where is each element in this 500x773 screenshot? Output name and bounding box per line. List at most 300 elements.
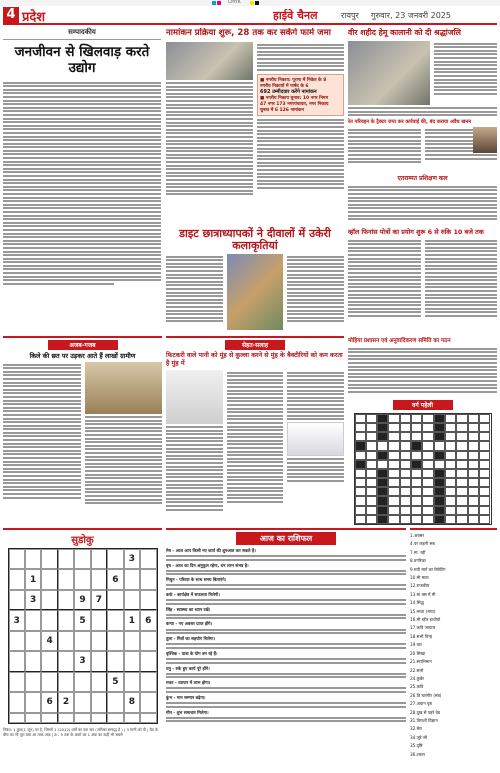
sudoku-cell xyxy=(25,631,41,651)
box-line: चुनाव में 6 126 नामांकन xyxy=(260,107,304,113)
alum-photo xyxy=(166,370,223,424)
crossword-cell xyxy=(445,441,456,450)
horoscope-item: कुंभ - मान सम्मान बढ़ेगा। xyxy=(166,695,406,708)
crossword-cell xyxy=(445,432,456,441)
crossword-cell xyxy=(479,441,490,450)
sudoku-cell xyxy=(74,672,90,692)
crossword-cell xyxy=(377,506,388,515)
crossword-cell xyxy=(445,460,456,469)
top-story-body-col2 xyxy=(257,42,344,227)
sudoku-cell xyxy=(124,590,140,610)
crossword-cell xyxy=(388,423,399,432)
crossword-cell xyxy=(422,496,433,505)
ajab-gajab-tag: अजब-गजब xyxy=(48,340,118,350)
sudoku-cell xyxy=(124,672,140,692)
sudoku-cell xyxy=(25,713,41,723)
clue-item: 35.दृष्टि xyxy=(410,743,423,749)
sudoku-cell xyxy=(124,713,140,723)
sudoku-cell: 2 xyxy=(58,692,74,712)
box-line: ■ नगरीय निकाय चुनाव: 10 नगर निगम xyxy=(260,95,329,101)
crossword-cell xyxy=(456,506,467,515)
clue-item: 26.वि चारंगीर (मंत्र) xyxy=(410,692,442,698)
horoscope-item: वृष - आज का दिन अनुकूल रहेगा, धन लाभ संभव है। xyxy=(166,563,406,576)
sudoku-cell: 8 xyxy=(124,692,140,712)
crossword-cell xyxy=(377,414,388,423)
sudoku-cell: 1 xyxy=(124,610,140,630)
sudoku-cell xyxy=(124,631,140,651)
clue-item: 13.मा क्स में मी xyxy=(410,591,436,597)
masthead xyxy=(3,7,497,25)
horoscope-section xyxy=(166,528,406,770)
crossword-cell xyxy=(422,460,433,469)
meeting-headline: मोहिया प्रशासन एवं अनुवादिकरण समिति का गठन xyxy=(348,338,451,344)
crossword-cell xyxy=(377,451,388,460)
sudoku-cell xyxy=(58,651,74,671)
crossword-cell xyxy=(434,487,445,496)
crossword-cell xyxy=(468,414,479,423)
horoscope-item: मीन - शुभ समाचार मिलेगा। xyxy=(166,710,406,723)
clue-item: 22.सारो xyxy=(410,667,424,673)
horoscope-list xyxy=(166,548,406,768)
crossword-cell xyxy=(411,487,422,496)
clue-item: 19.वार xyxy=(410,642,422,648)
sudoku-cell xyxy=(91,631,107,651)
sudoku-cell: 6 xyxy=(140,610,156,630)
sudoku-cell xyxy=(91,651,107,671)
crossword-cell xyxy=(456,469,467,478)
crossword-cell xyxy=(400,469,411,478)
crossword-cell xyxy=(366,451,377,460)
crossword-cell xyxy=(355,478,366,487)
sudoku-cell xyxy=(9,692,25,712)
page-number-box: 4 xyxy=(3,7,19,23)
crossword-cell xyxy=(377,432,388,441)
crossword-cell xyxy=(377,496,388,505)
crossword-cell xyxy=(422,487,433,496)
sudoku-grid xyxy=(8,548,158,724)
students-photo xyxy=(227,254,284,330)
sudoku-cell xyxy=(41,672,57,692)
crossword-cell xyxy=(445,506,456,515)
crossword-cell xyxy=(445,487,456,496)
crossword-cell xyxy=(434,515,445,524)
crossword-cell xyxy=(479,451,490,460)
right-middle-headline: व्हॉल फिनांस पोत्रों का प्रयोग शुरू 6 से रुकि 10 बजे तक xyxy=(348,228,484,236)
clue-item: 18.सभी चिन्ह xyxy=(410,633,433,639)
editorial-body xyxy=(3,80,161,315)
crossword-cell xyxy=(468,478,479,487)
sudoku-cell xyxy=(41,610,57,630)
crossword-cell xyxy=(468,451,479,460)
clue-item: 25.कवि xyxy=(410,684,424,690)
crossword-cell xyxy=(422,506,433,515)
sudoku-cell: 1 xyxy=(25,569,41,589)
sudoku-cell xyxy=(140,651,156,671)
clue-item: 28.दुख से पहरे वेड xyxy=(410,709,441,715)
sudoku-cell xyxy=(9,651,25,671)
crossword-cell xyxy=(377,478,388,487)
crossword-cell xyxy=(445,496,456,505)
crossword-cell xyxy=(411,469,422,478)
sudoku-cell xyxy=(140,569,156,589)
horoscope-item: कर्क - कार्यक्षेत्र में सफलता मिलेगी। xyxy=(166,592,406,605)
crossword-cell xyxy=(468,423,479,432)
crossword-cell xyxy=(468,469,479,478)
crossword-cell xyxy=(445,515,456,524)
sudoku-cell xyxy=(91,569,107,589)
crossword-cell xyxy=(400,414,411,423)
sudoku-cell xyxy=(25,651,41,671)
sudoku-cell xyxy=(9,713,25,723)
crossword-cell xyxy=(366,487,377,496)
crossword-cell xyxy=(456,487,467,496)
sudoku-cell xyxy=(107,549,123,569)
clue-item: 8.वगरिज्रा xyxy=(410,558,426,564)
crossword-cell xyxy=(456,460,467,469)
clue-item: 27.अयान पृष्ठ xyxy=(410,701,432,707)
crossword-cell xyxy=(422,515,433,524)
sudoku-cell xyxy=(41,569,57,589)
crossword-cell xyxy=(434,478,445,487)
clue-item: 16.मी रहीर हाथीयो xyxy=(410,617,441,623)
horoscope-item: मेष - आज आप किसी नए कार्य की शुरुआत कर सकते हैं। xyxy=(166,548,406,561)
editorial-tag: सम्पादकीय xyxy=(3,28,161,40)
sudoku-cell xyxy=(107,610,123,630)
crossword-cell xyxy=(355,432,366,441)
clue-item: 15.मरता (मरत) xyxy=(410,608,436,614)
crossword-cell xyxy=(445,478,456,487)
crossword-cell xyxy=(388,451,399,460)
sudoku-cell: 7 xyxy=(91,590,107,610)
crossword-cell xyxy=(366,432,377,441)
horoscope-item: तुला - मित्रों का सहयोग मिलेगा। xyxy=(166,636,406,649)
horoscope-title: आज का राशिफल xyxy=(236,532,336,545)
crossword-title: वर्ग पहेली xyxy=(393,400,453,410)
clue-item: 31.विराशी विज्ञान xyxy=(410,717,438,723)
crossword-cell xyxy=(355,441,366,450)
crossword-cell xyxy=(400,441,411,450)
sudoku-cell: 5 xyxy=(74,610,90,630)
sudoku-cell xyxy=(9,569,25,589)
ajab-gajab-headline: किले की छत पर उड़कर आते हैं लाखों ग्रामीण xyxy=(29,352,136,360)
clue-item: 32.मेरा xyxy=(410,726,422,732)
crossword-cell xyxy=(456,432,467,441)
meeting-story xyxy=(348,336,497,398)
crossword-cell xyxy=(355,506,366,515)
crossword-cell xyxy=(377,469,388,478)
sudoku-cell xyxy=(74,631,90,651)
paper-name: हाईवे चैनल xyxy=(273,9,318,22)
crossword xyxy=(348,400,497,526)
clue-item: 14.सिद्ध xyxy=(410,600,424,606)
health-section xyxy=(166,336,344,526)
sudoku-cell xyxy=(107,692,123,712)
crossword-cell xyxy=(388,487,399,496)
crossword-cell xyxy=(366,460,377,469)
sudoku-cell xyxy=(140,631,156,651)
crossword-cell xyxy=(366,423,377,432)
crossword-cell xyxy=(411,460,422,469)
crossword-cell xyxy=(411,414,422,423)
sudoku-cell: 3 xyxy=(25,590,41,610)
sudoku-cell xyxy=(41,590,57,610)
clue-item: 4.पर कहनी सब xyxy=(410,541,435,547)
sudoku-cell xyxy=(9,590,25,610)
clue-item: 20.सिखा xyxy=(410,650,426,656)
crossword-cell xyxy=(411,451,422,460)
alum-crystal-photo xyxy=(287,422,344,456)
crossword-cell xyxy=(434,423,445,432)
crossword-cell xyxy=(434,432,445,441)
horoscope-item: मकर - व्यापार में लाभ होगा। xyxy=(166,680,406,693)
crossword-cell xyxy=(366,515,377,524)
sudoku-cell: 6 xyxy=(41,692,57,712)
crossword-cell xyxy=(434,441,445,450)
sudoku-caption: निबंध: 1 कुल(1 जून) पर है, जिसमें 1 (2012) वर्षों का एक बार (अनिका सम्बद्ध है ) | 3 मानी को पी | बैठ के बीच का भी पूरा बचा आ ताक अंक | 8 - 9 तक के अंकों का 1 अंक का कहीं भी सबसे xyxy=(3,727,159,737)
horoscope-item: मिथुन - परिवार के साथ समय बिताएंगे। xyxy=(166,577,406,590)
crossword-cell xyxy=(456,515,467,524)
horoscope-item: सिंह - स्वास्थ्य का ध्यान रखें। xyxy=(166,607,406,620)
sudoku-cell xyxy=(74,692,90,712)
sudoku-cell xyxy=(41,549,57,569)
crossword-clues xyxy=(410,528,497,770)
crossword-cell xyxy=(355,451,366,460)
clue-item: 21.स्वाभिमान xyxy=(410,659,432,665)
horoscope-item: धनु - रुके हुए कार्य पूरे होंगे। xyxy=(166,666,406,679)
cmyk-label: CMYK xyxy=(228,0,241,5)
sudoku-cell: 6 xyxy=(107,569,123,589)
crossword-cell xyxy=(400,451,411,460)
crossword-cell xyxy=(355,423,366,432)
sudoku-cell xyxy=(41,651,57,671)
sudoku-cell xyxy=(58,631,74,651)
clue-item: 36.टकरा xyxy=(410,751,425,757)
sudoku-cell xyxy=(91,549,107,569)
crossword-cell xyxy=(388,432,399,441)
health-headline: फिटकरी वाले पानी को मुंह से कुल्ला करने से मुंह के बैक्टीरियों को कम करता है मुंह में xyxy=(166,352,343,367)
clue-item: 34.जुरे जी xyxy=(410,734,428,740)
clues-list xyxy=(410,532,497,759)
crossword-cell xyxy=(388,478,399,487)
crossword-cell xyxy=(445,414,456,423)
sudoku-cell: 3 xyxy=(124,549,140,569)
crossword-cell xyxy=(468,506,479,515)
right-middle-story xyxy=(348,228,497,333)
crossword-cell xyxy=(456,451,467,460)
clue-item: 10.मी माता xyxy=(410,575,429,581)
crossword-cell xyxy=(388,414,399,423)
sudoku-cell xyxy=(107,590,123,610)
sudoku-cell xyxy=(58,672,74,692)
crossword-cell xyxy=(456,423,467,432)
crossword-cell xyxy=(479,469,490,478)
sudoku-cell xyxy=(9,672,25,692)
sudoku-cell: 5 xyxy=(107,672,123,692)
crossword-grid xyxy=(354,413,492,525)
sudoku-cell xyxy=(107,631,123,651)
crossword-cell xyxy=(400,432,411,441)
sudoku-cell xyxy=(25,610,41,630)
crossword-cell xyxy=(468,515,479,524)
sudoku-cell xyxy=(107,651,123,671)
clue-item: 1.अवसर xyxy=(410,533,425,538)
health-tag: सेहत-सलाह xyxy=(225,340,285,350)
sudoku-cell xyxy=(25,549,41,569)
crossword-cell xyxy=(479,515,490,524)
sudoku-cell: 9 xyxy=(74,590,90,610)
crossword-cell xyxy=(377,487,388,496)
crossword-cell xyxy=(400,487,411,496)
sudoku-cell xyxy=(91,672,107,692)
crossword-cell xyxy=(355,496,366,505)
crossword-cell xyxy=(411,423,422,432)
crossword-cell xyxy=(422,414,433,423)
box-line: 692 उम्मीदवार करेंगे नामांकन xyxy=(260,88,317,95)
box-line: नगरीय निकायों में पार्षद के 6 xyxy=(260,83,309,89)
crossword-cell xyxy=(434,496,445,505)
editorial-column xyxy=(3,28,161,332)
middle-story xyxy=(166,228,344,333)
crossword-cell xyxy=(388,469,399,478)
crossword-cell xyxy=(411,496,422,505)
sudoku-cell xyxy=(107,713,123,723)
crossword-cell xyxy=(366,441,377,450)
horoscope-item: कन्या - नए अवसर प्राप्त होंगे। xyxy=(166,621,406,634)
crossword-cell xyxy=(468,460,479,469)
fort-photo xyxy=(85,362,163,414)
sudoku-cell xyxy=(140,549,156,569)
clue-item: 17.कवि जायाल xyxy=(410,625,436,631)
sudoku-cell xyxy=(41,713,57,723)
clue-item: 12.राजकीय xyxy=(410,583,430,589)
crossword-cell xyxy=(355,469,366,478)
crossword-cell xyxy=(434,506,445,515)
sudoku-cell: 3 xyxy=(74,651,90,671)
crossword-cell xyxy=(479,478,490,487)
crossword-cell xyxy=(468,432,479,441)
sudoku-cell xyxy=(91,692,107,712)
crossword-cell xyxy=(388,460,399,469)
crossword-cell xyxy=(456,414,467,423)
section-name: प्रदेश xyxy=(22,10,46,25)
crossword-cell xyxy=(422,451,433,460)
sudoku-cell xyxy=(9,631,25,651)
crossword-cell xyxy=(411,432,422,441)
crossword-cell xyxy=(411,515,422,524)
sudoku-cell xyxy=(140,713,156,723)
sudoku-cell xyxy=(140,692,156,712)
sudoku-cell xyxy=(58,610,74,630)
crossword-cell xyxy=(411,441,422,450)
crossword-cell xyxy=(479,460,490,469)
crossword-cell xyxy=(422,469,433,478)
crossword-cell xyxy=(479,432,490,441)
crossword-cell xyxy=(355,460,366,469)
crossword-cell xyxy=(400,423,411,432)
crossword-cell xyxy=(377,515,388,524)
crossword-cell xyxy=(479,414,490,423)
sudoku-cell xyxy=(58,549,74,569)
clue-item: 24.कुबेर xyxy=(410,675,424,681)
crossword-cell xyxy=(434,451,445,460)
sudoku-cell xyxy=(140,672,156,692)
sudoku-cell xyxy=(124,569,140,589)
clue-item: 9.मयी मार्ग का रिसेटिंग xyxy=(410,566,446,572)
statue-photo xyxy=(348,41,430,105)
crossword-cell xyxy=(400,460,411,469)
crossword-cell xyxy=(377,441,388,450)
print-registration-bar xyxy=(0,0,500,6)
crossword-cell xyxy=(411,478,422,487)
crossword-cell xyxy=(366,496,377,505)
crossword-cell xyxy=(422,441,433,450)
sudoku-cell xyxy=(25,692,41,712)
city-name: रायपुर xyxy=(341,11,359,20)
crossword-cell xyxy=(479,487,490,496)
crossword-cell xyxy=(355,487,366,496)
crossword-cell xyxy=(468,496,479,505)
crossword-cell xyxy=(400,506,411,515)
crossword-cell xyxy=(468,487,479,496)
crossword-cell xyxy=(479,423,490,432)
right-story-sub2: एतराम्मत प्रशिक्षण कल xyxy=(397,175,448,183)
right-story-subhead: रेत परिवहन के ट्रैक्टर जप्त कर कार्रवाई की, बंद कराया अवैध खनन xyxy=(348,119,472,126)
sudoku-cell xyxy=(25,672,41,692)
crossword-cell xyxy=(468,441,479,450)
crossword-cell xyxy=(456,478,467,487)
crossword-cell xyxy=(422,478,433,487)
sudoku-cell xyxy=(58,713,74,723)
crossword-cell xyxy=(400,478,411,487)
sudoku-cell xyxy=(74,569,90,589)
sudoku-cell xyxy=(124,651,140,671)
box-line: ■ नगरीय निकाय: पूरणा में निकेत के 8 xyxy=(260,77,327,83)
clue-item: 7.मा. रहीं xyxy=(410,549,426,555)
sudoku-title: सुडोकु xyxy=(71,535,94,546)
crossword-cell xyxy=(355,414,366,423)
sudoku-cell xyxy=(74,549,90,569)
crossword-cell xyxy=(366,469,377,478)
top-story-headline: नामांकन प्रक्रिया शुरू, 28 तक कर सकेंगे फार्म जमा xyxy=(166,28,331,38)
crossword-cell xyxy=(434,460,445,469)
crossword-cell xyxy=(366,478,377,487)
portrait-photo xyxy=(473,127,497,153)
crossword-cell xyxy=(400,496,411,505)
horoscope-item: वृश्चिक - यात्रा के योग बन रहे हैं। xyxy=(166,651,406,664)
crossword-cell xyxy=(388,441,399,450)
sudoku-cell: 4 xyxy=(41,631,57,651)
sudoku-cell xyxy=(58,590,74,610)
crossword-cell xyxy=(422,432,433,441)
sudoku-cell xyxy=(91,610,107,630)
right-story xyxy=(348,28,497,228)
crossword-cell xyxy=(366,506,377,515)
crossword-cell xyxy=(434,414,445,423)
crossword-cell xyxy=(445,451,456,460)
top-story xyxy=(166,28,344,228)
crossword-cell xyxy=(388,506,399,515)
crossword-cell xyxy=(434,469,445,478)
crossword-cell xyxy=(445,469,456,478)
sudoku-cell xyxy=(9,549,25,569)
right-story-headline: वीर शहीद हेमू कालानी को दी श्रद्धांजलि xyxy=(348,28,461,37)
editorial-headline: जनजीवन से खिलवाड़ करते उद्योग xyxy=(14,44,150,76)
sudoku-section xyxy=(3,528,162,770)
sudoku-cell xyxy=(140,590,156,610)
crossword-cell xyxy=(355,515,366,524)
crossword-cell xyxy=(479,506,490,515)
crossword-cell xyxy=(479,496,490,505)
